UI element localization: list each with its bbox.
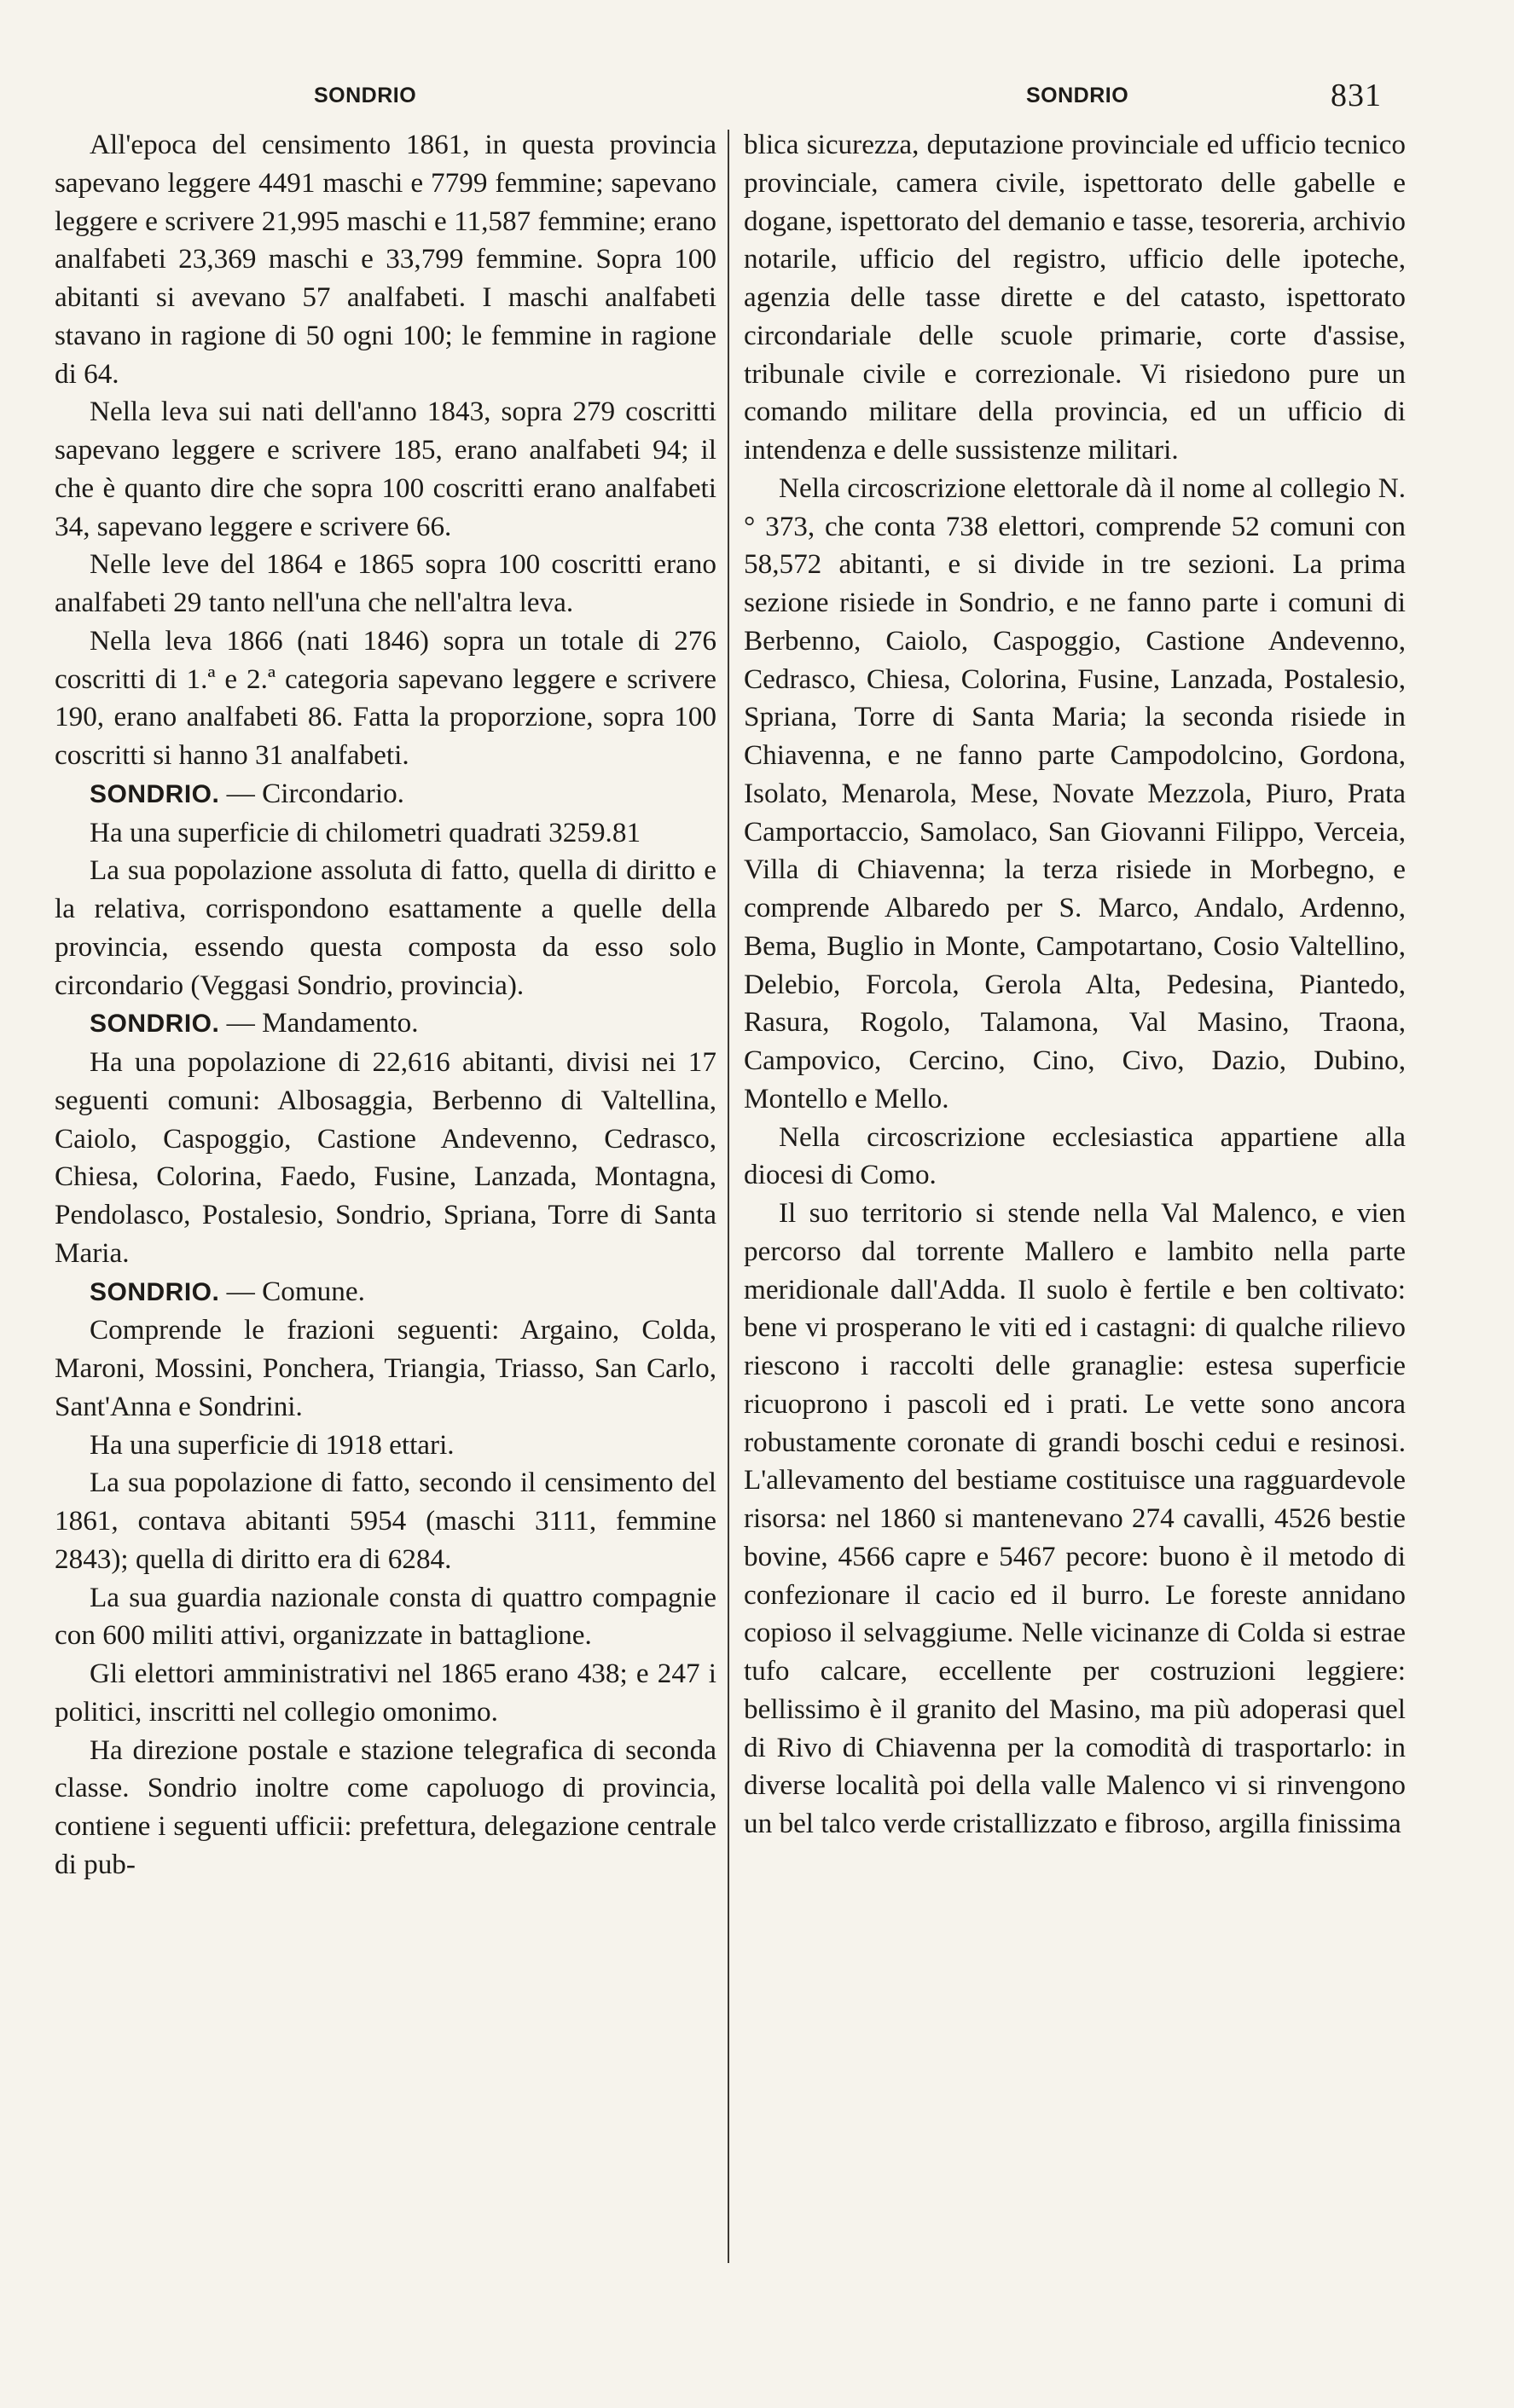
paragraph <box>55 622 716 775</box>
paragraph-text: Il suo territorio si stende nella Val Malenco, e vien percorso dal torrente Mallero e lambito nella parte meridionale dall'Adda. Il suolo è fertile e ben coltivato: bene vi prosperano le viti ed i castagni: di qualche rilievo riescono i raccolti delle granaglie: estesa superficie ricuoprono i pascoli ed i prati. Le vette sono ancora robustamente coronate di grandi boschi cedui e resinosi. L'allevamento del bestiame costituisce una ragguardevole risorsa: nel 1860 si mantenevano 274 cavalli, 4526 bestie bovine, 4566 capre e 5467 pecore: buono è il metodo di confezionare il cacio ed il burro. Le foreste annidano copioso il selvaggiume. Nelle vicinanze di Colda si estrae tufo calcare, eccellente per costruzioni leggiere: bellissimo è il granito del Masino, ma più adoperasi quel di Rivo di Chiavenna per la comodità di trasportarlo: in diverse località poi della valle Malenco vi si rinvengono un bel talco verde cristallizzato e fibroso, argilla finissima <box>744 1197 1406 1839</box>
paragraph-text: Nella leva sui nati dell'anno 1843, sopra 279 coscritti sapevano leggere e scrivere 185, erano analfabeti 94; il che è quanto dire che sopra 100 coscritti erano analfabeti 34, sapevano leggere e scrivere 66. <box>55 396 716 542</box>
paragraph <box>55 1464 716 1578</box>
paragraph-text: Comprende le frazioni seguenti: Argaino, Colda, Maroni, Mossini, Ponchera, Triangia, Triasso, San Carlo, Sant'Anna e Sondrini. <box>55 1314 716 1422</box>
section-heading: SONDRIO. <box>90 1010 220 1039</box>
paragraph-text: Ha direzione postale e stazione telegrafica di seconda classe. Sondrio inoltre come capoluogo di provincia, contiene i seguenti ufficii: prefettura, delegazione centrale di pub- <box>55 1734 716 1880</box>
paragraph-text: — Mandamento. <box>219 1007 419 1039</box>
paragraph-text: Gli elettori amministrativi nel 1865 erano 438; e 247 i politici, inscritti nel collegio omonimo. <box>55 1658 716 1728</box>
paragraph-text: La sua popolazione di fatto, secondo il censimento del 1861, contava abitanti 5954 (maschi 3111, femmine 2843); quella di diritto era di 6284. <box>55 1467 716 1575</box>
paragraph <box>55 126 716 393</box>
paragraph <box>55 1044 716 1273</box>
paragraph <box>55 1655 716 1732</box>
paragraph-text: Nella leva 1866 (nati 1846) sopra un totale di 276 coscritti di 1.ª e 2.ª categoria sapevano leggere e scrivere 190, erano analfabeti 86. Fatta la proporzione, sopra 100 coscritti si hanno 31 analfabeti. <box>55 624 716 771</box>
section-heading: SONDRIO. <box>90 779 220 808</box>
paragraph <box>55 546 716 622</box>
paragraph-text: Ha una popolazione di 22,616 abitanti, divisi nei 17 seguenti comuni: Albosaggia, Berbenno di Valtellina, Caiolo, Caspoggio, Castione Andevenno, Cedrasco, Chiesa, Colorina, Faedo, Fusine, Lanzada, Montagna, Pendolasco, Postalesio, Sondrio, Spriana, Torre di Santa Maria. <box>55 1046 716 1269</box>
paragraph-text: Ha una superficie di 1918 ettari. <box>90 1428 455 1461</box>
paragraph-text: La sua guardia nazionale consta di quattro compagnie con 600 militi attivi, organizzate in battaglione. <box>55 1581 716 1652</box>
paragraph <box>55 852 716 1004</box>
paragraph-text: Nelle leve del 1864 e 1865 sopra 100 coscritti erano analfabeti 29 tanto nell'una che nell'altra leva. <box>55 548 716 618</box>
paragraph <box>744 470 1406 1119</box>
paragraph <box>55 1004 716 1044</box>
running-head-left: SONDRIO <box>314 84 417 107</box>
left-column <box>55 126 716 1884</box>
paragraph-text: — Comune. <box>219 1275 365 1307</box>
paragraph <box>744 126 1406 470</box>
paragraph-text: All'epoca del censimento 1861, in questa provincia sapevano leggere 4491 maschi e 7799 femmine; sapevano leggere e scrivere 21,995 maschi e 11,587 femmine; erano analfabeti 23,369 maschi e 33,799 femmine. Sopra 100 abitanti si avevano 57 analfabeti. I maschi analfabeti stavano in ragione di 50 ogni 100; le femmine in ragione di 64. <box>55 129 716 390</box>
paragraph <box>55 1311 716 1426</box>
right-column <box>744 126 1406 1844</box>
paragraph-text: blica sicurezza, deputazione provinciale ed ufficio tecnico provinciale, camera civile, ispettorato delle gabelle e dogane, ispettorato del demanio e tasse, tesoreria, archivio notarile, ufficio del registro, ufficio delle ipoteche, agenzia delle tasse dirette e del catasto, ispettorato circondariale delle scuole primarie, corte d'assise, tribunale civile e correzionale. Vi risiedono pure un comando militare della provincia, ed un ufficio di intendenza e delle sussistenze militari. <box>744 129 1406 466</box>
paragraph <box>55 1427 716 1465</box>
section-heading: SONDRIO. <box>90 1277 220 1306</box>
paragraph <box>55 1273 716 1312</box>
paragraph-text: La sua popolazione assoluta di fatto, quella di diritto e la relativa, corrispondono esattamente a quelle della provincia, essendo questa composta da esso solo circondario (Veggasi Sondrio, provincia). <box>55 854 716 1001</box>
paragraph-text: Nella circoscrizione ecclesiastica appartiene alla diocesi di Como. <box>744 1120 1406 1191</box>
paragraph <box>744 1195 1406 1844</box>
paragraph <box>744 1119 1406 1195</box>
paragraph <box>55 1732 716 1884</box>
running-head-right: SONDRIO <box>1026 84 1129 107</box>
column-rule <box>728 130 729 2263</box>
paragraph <box>55 393 716 546</box>
page-number: 831 <box>1331 78 1382 113</box>
paragraph-text: — Circondario. <box>219 777 404 809</box>
paragraph-text: Ha una superficie di chilometri quadrati 3259.81 <box>90 816 641 848</box>
paragraph <box>55 775 716 814</box>
paragraph <box>55 814 716 853</box>
paragraph <box>55 1579 716 1656</box>
paragraph-text: Nella circoscrizione elettorale dà il nome al collegio N.° 373, che conta 738 elettori, comprende 52 comuni con 58,572 abitanti, e si divide in tre sezioni. La prima sezione risiede in Sondrio, e ne fanno parte i comuni di Berbenno, Caiolo, Caspoggio, Castione Andevenno, Cedrasco, Chiesa, Colorina, Fusine, Lanzada, Postalesio, Spriana, Torre di Santa Maria; la seconda risiede in Chiavenna, e ne fanno parte Campodolcino, Gordona, Isolato, Menarola, Mese, Novate Mezzola, Piuro, Prata Camportaccio, Samolaco, San Giovanni Filippo, Verceia, Villa di Chiavenna; la terza risiede in Morbegno, e comprende Albaredo per S. Marco, Andalo, Ardenno, Bema, Buglio in Monte, Campotartano, Cosio Valtellino, Delebio, Forcola, Gerola Alta, Pedesina, Piantedo, Rasura, Rogolo, Talamona, Val Masino, Traona, Campovico, Cercino, Cino, Civo, Dazio, Dubino, Montello e Mello. <box>744 472 1406 1114</box>
